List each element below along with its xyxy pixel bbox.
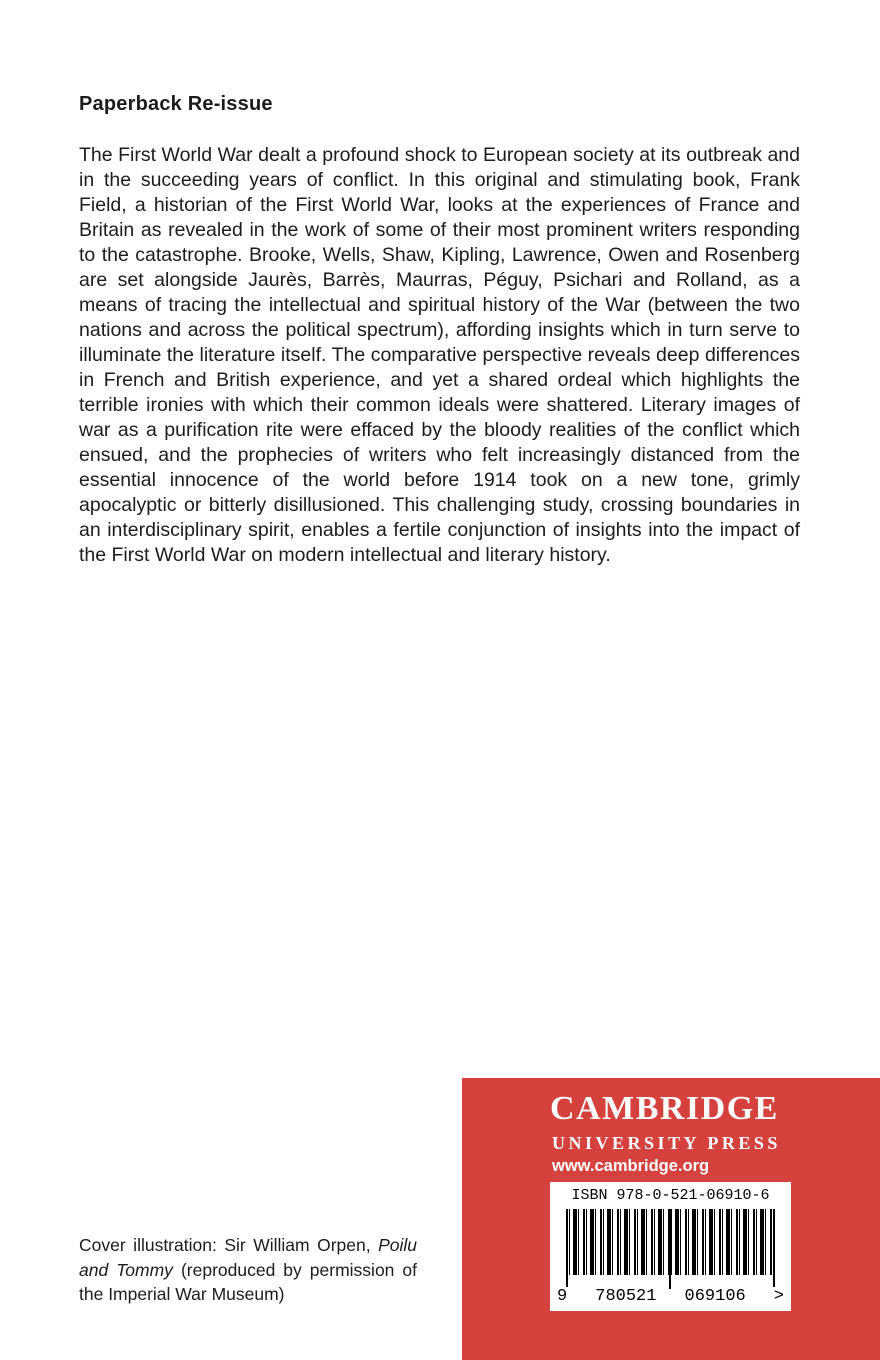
cover-note-suffix: (reproduced by permission of the Imperial War Museum) xyxy=(79,1259,418,1304)
publisher-website: www.cambridge.org xyxy=(552,1157,710,1175)
blurb-text: The First World War dealt a profound shock to European society at its outbreak and in the succeeding years of conflict. In this original and stimulating book, Frank Field, a historian of the First World War, looks at the experiences of France and Britain as revealed in the work of some of their most prominent writers responding to the catastrophe. Brooke, Wells, Shaw, Kipling, Lawrence, Owen and Rosenberg are set alongside Jaurès, Barrès, Maurras, Péguy, Psichari and Rolland, as a means of tracing the intellectual and spiritual history of the War (between the two nations and across the political spectrum), affording insights which in turn serve to illuminate the literature itself. The comparative perspective reveals deep differences in French and British experience, and yet a shared ordeal which highlights the terrible ironies with which their common ideals were shattered. Literary images of war as a purification rite were effaced by the bloody realities of the conflict which ensued, and the prophecies of writers who felt increasingly distanced from the essential innocence of the world before 1914 took on a new tone, grimly apocalyptic or bitterly disillusioned. This challenging study, crossing boundaries in an interdisciplinary spirit, enables a fertile conjunction of insights into the impact of the First World War on modern intellectual and literary history. xyxy=(79,144,800,566)
barcode-digit-leading: 9 xyxy=(557,1287,568,1306)
paperback-reissue-heading: Paperback Re-issue xyxy=(79,93,273,115)
publisher-subtitle: UNIVERSITY PRESS xyxy=(552,1133,781,1153)
barcode-digit-group1: 780521 xyxy=(595,1287,657,1306)
barcode-guard-right xyxy=(773,1209,775,1289)
cover-note-prefix: Cover illustration: Sir William Orpen, xyxy=(79,1235,379,1255)
barcode-guard-center xyxy=(669,1209,671,1289)
barcode-digit-group2: 069106 xyxy=(684,1287,746,1306)
barcode-digits xyxy=(555,1287,786,1306)
cover-note-title-italic: Poilu and Tommy xyxy=(79,1235,417,1280)
barcode-panel xyxy=(550,1182,791,1311)
barcode-trailing-mark: > xyxy=(773,1287,784,1306)
publisher-name: CAMBRIDGE xyxy=(550,1090,779,1127)
isbn-label: ISBN 978-0-521-06910-6 xyxy=(571,1187,770,1204)
cover-illustration-note xyxy=(79,1233,417,1307)
publisher-panel xyxy=(462,1078,880,1360)
barcode-guard-left xyxy=(566,1209,568,1289)
